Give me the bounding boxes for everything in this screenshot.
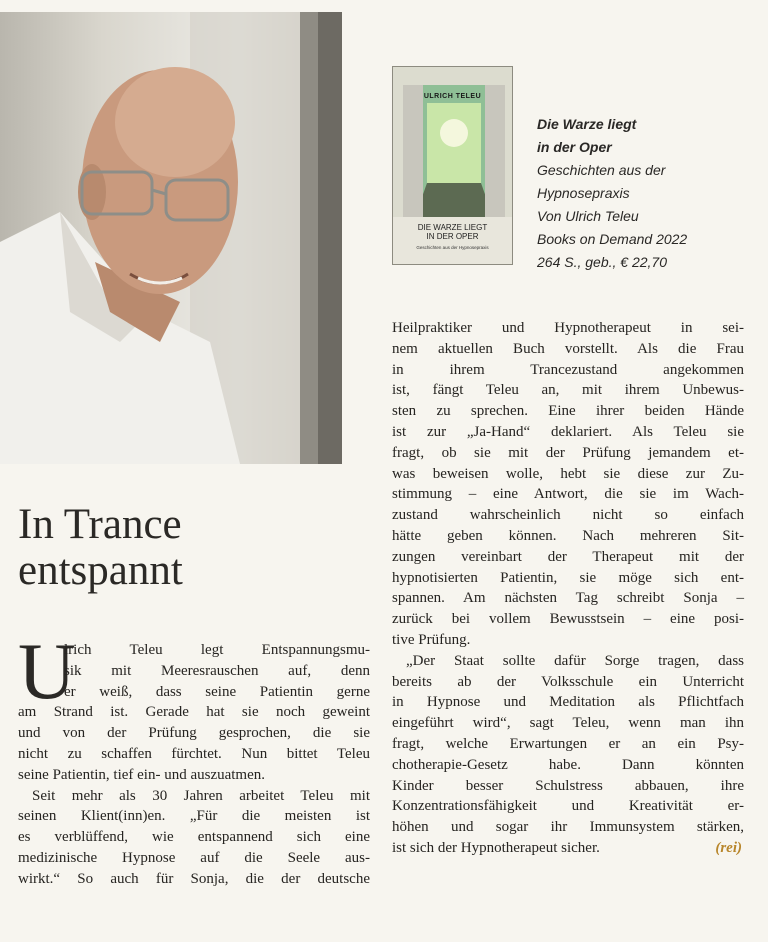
text-line: fragt, welche Erwartungen er an ein Psy- <box>392 735 744 752</box>
cover-title <box>397 223 508 241</box>
text-line: Seit mehr als 30 Jahren arbeitet Teleu mit <box>32 787 370 804</box>
book-cover <box>392 66 513 265</box>
text-line: am Strand ist. Gerade hat sie noch geweint <box>18 704 370 721</box>
text-line: fragt, ob sie mit der Prüfung jemandem et- <box>392 444 744 461</box>
text-line: höhen und sogar ihr Immunsystem stärken, <box>392 819 744 836</box>
author-credit: (rei) <box>715 839 742 856</box>
text-line: spannen. Am nächsten Tag schreibt Sonja – <box>392 590 744 607</box>
article-column-left <box>18 640 370 890</box>
text-line: ist zur „Ja-Hand“ deklariert. Als Teleu sie <box>392 423 744 440</box>
text-line: Kinder besser Schulstress abbauen, ihre <box>392 777 744 794</box>
text-line: lrich Teleu legt Entspannungsmu- <box>64 642 370 658</box>
text-line: in Hypnose und Meditation als Pflichtfach <box>392 694 744 711</box>
book-info-line: Geschichten aus der <box>537 162 666 178</box>
text-line: medizinische Hypnose auf die Seele aus- <box>18 849 370 866</box>
text-line: zurück bei vollem Bewusstsein – eine posi- <box>392 611 744 628</box>
text-line: tive Prüfung. <box>392 631 471 648</box>
text-line: „Der Staat sollte dafür Sorge tragen, dass <box>406 652 744 669</box>
drop-cap: U <box>18 628 76 716</box>
book-title-line-1: Die Warze liegt <box>537 116 637 132</box>
portrait-illustration <box>0 12 342 464</box>
text-line: zungen vereinbart der Therapeut mit der <box>392 548 744 565</box>
cover-title-line-2: IN DER OPER <box>426 232 479 241</box>
text-line: seine Patientin, tief ein- und auszuatmen. <box>18 766 266 783</box>
text-line: nem aktuellen Buch vorstellt. Als die Frau <box>392 340 744 357</box>
book-info-line: Hypnosepraxis <box>537 185 630 201</box>
text-line: was beweisen wolle, hebt sie diese zur Zu- <box>392 465 744 482</box>
text-line-final <box>392 838 744 859</box>
book-info-line: Von Ulrich Teleu <box>537 208 639 224</box>
text-line: eingeführt wird“, sagt Teleu, wenn man ihn <box>392 715 744 732</box>
article-headline <box>18 502 183 594</box>
text-line: es verblüffend, wie entspannend sich eine <box>18 829 370 846</box>
cover-author: ULRICH TELEU <box>423 93 482 100</box>
text-line: sik mit Meeresrauschen auf, denn <box>64 662 370 679</box>
text-line: stimmung – eine Antwort, die sie im Wach- <box>392 486 744 503</box>
text-line: hätte geben können. Nach mehreren Sit- <box>392 527 744 544</box>
book-info <box>537 113 762 274</box>
cover-subtitle: Geschichten aus der Hypnosepraxis <box>416 245 489 250</box>
text-line: zustand wahrscheinlich nicht so einfach <box>392 507 744 524</box>
text-line: Heilpraktiker und Hypnotherapeut in sei- <box>392 320 744 336</box>
book-title-line-2: in der Oper <box>537 139 612 155</box>
headline-line-2: entspannt <box>18 547 183 594</box>
text-line: in ihrem Trancezustand angekommen <box>392 361 744 378</box>
book-info-line: Books on Demand 2022 <box>537 231 688 247</box>
text-line: sten zu sprechen. Eine ihrer beiden Hände <box>392 403 744 420</box>
text-line: ist sich der Hypnotherapeut sicher. <box>392 839 600 856</box>
cover-title-line-1: DIE WARZE LIEGT <box>417 223 488 232</box>
headline-line-1: In Trance <box>18 501 182 548</box>
text-line: hypnotisierten Patientin, sie möge sich ent- <box>392 569 744 586</box>
text-line: ist, fängt Teleu an, mit ihrem Unbewus- <box>392 382 744 399</box>
text-line: und von der Prüfung gesprochen, die sie <box>18 725 370 742</box>
author-portrait-photo <box>0 12 342 464</box>
text-line: bereits ab der Volksschule ein Unterricht <box>392 673 744 690</box>
text-line: wirkt.“ So auch für Sonja, die der deutsche <box>18 870 370 887</box>
text-line: seinen Klient(inn)en. „Für die meisten ist <box>18 808 370 825</box>
text-line: nicht zu schaffen fürchtet. Nun bittet Teleu <box>18 745 370 762</box>
article-column-right <box>392 318 744 859</box>
text-line: Konzentrationsfähigkeit und Kreativität er- <box>392 798 744 815</box>
text-line: chotherapie-Gesetz habe. Dann könnten <box>392 756 744 773</box>
book-info-line: 264 S., geb., € 22,70 <box>537 254 667 270</box>
text-line: er weiß, dass seine Patientin gerne <box>64 683 370 700</box>
